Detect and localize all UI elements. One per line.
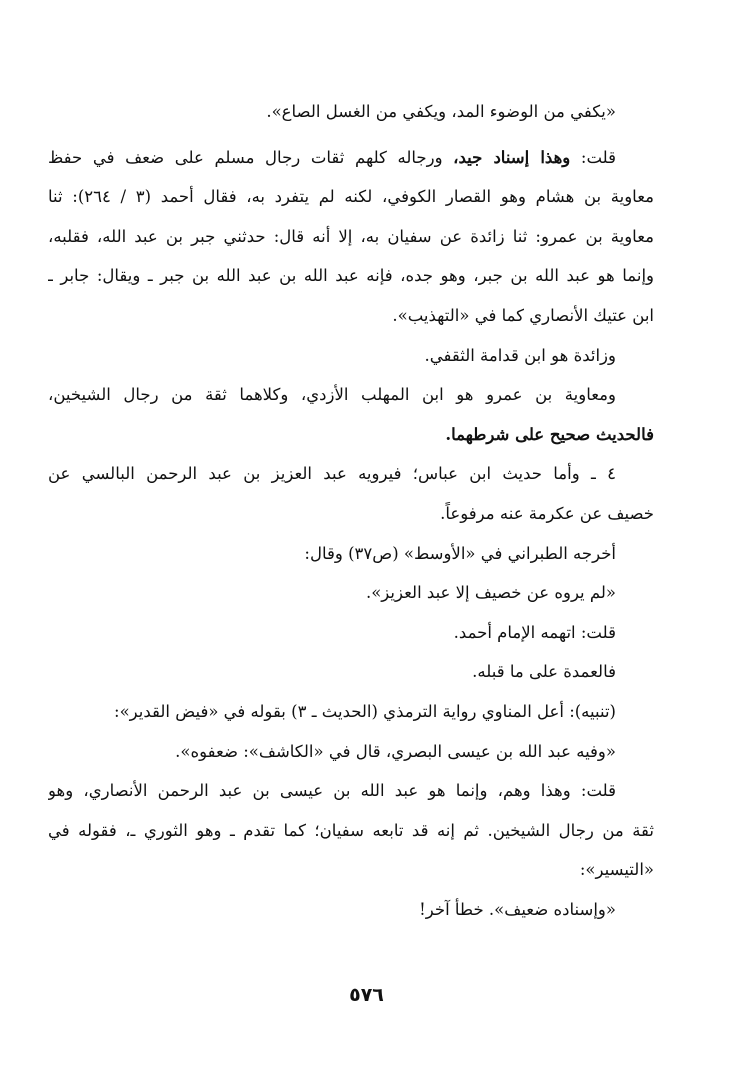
bold-phrase: فالحديث صحيح على شرطهما.	[445, 424, 654, 444]
text-line: ابن عتيك الأنصاري كما في «التهذيب».	[392, 305, 654, 325]
text-line	[48, 415, 654, 455]
text-line: معاوية بن هشام وهو القصار الكوفي، لكنه لم يتفرد به، فقال أحمد (٣ / ٢٦٤): ثنا	[48, 187, 654, 207]
text-line: «وإسناده ضعيف». خطأ آخر!	[419, 899, 616, 919]
text-line: «لم يروه عن خصيف إلا عبد العزيز».	[365, 583, 616, 603]
text-line: ثقة من رجال الشيخين. ثم إنه قد تابعه سفيان؛ كما تقدم ـ وهو الثوري ـ، فقوله في	[48, 820, 654, 840]
text-line: وإنما هو عبد الله بن جبر، وهو جده، فإنه عبد الله بن عبد الله بن جبر ـ ويقال: جابر ـ	[48, 266, 654, 286]
text-line: أخرجه الطبراني في «الأوسط» (ص٣٧) وقال:	[304, 543, 616, 563]
text-line: ٤ ـ وأما حديث ابن عباس؛ فيرويه عبد العزيز بن عبد الرحمن البالسي عن	[48, 464, 616, 484]
page-number: ٥٧٦	[349, 984, 384, 1006]
text-line: فالعمدة على ما قبله.	[472, 662, 616, 682]
text-body	[48, 92, 654, 929]
text-line: معاوية بن عمرو: ثنا زائدة عن سفيان به، إلا أنه قال: حدثني جبر بن عبد الله، فقلبه،	[48, 226, 654, 246]
text-line: وزائدة هو ابن قدامة الثقفي.	[424, 345, 616, 365]
text-line: قلت: اتهمه الإمام أحمد.	[453, 622, 616, 642]
text-line: قلت: وهذا إسناد جيد، ورجاله كلهم ثقات رجال مسلم على ضعف في حفظ	[48, 147, 616, 167]
text-line: (تنبيه): أعل المناوي رواية الترمذي (الحديث ـ ٣) بقوله في «فيض القدير»:	[114, 701, 616, 721]
text-line: «يكفي من الوضوء المد، ويكفي من الغسل الصاع».	[266, 102, 616, 121]
bold-phrase: وهذا إسناد جيد،	[453, 147, 571, 167]
text-line: خصيف عن عكرمة عنه مرفوعاً.	[440, 503, 654, 523]
text-line: «التيسير»:	[579, 860, 654, 880]
text-line: قلت: وهذا وهم، وإنما هو عبد الله بن عيسى بن عبد الرحمن الأنصاري، وهو	[48, 781, 616, 801]
text-line: «وفيه عبد الله بن عيسى البصري، قال في «الكاشف»: ضعفوه».	[175, 741, 616, 761]
text-line: ومعاوية بن عمرو هو ابن المهلب الأزدي، وكلاهما ثقة من رجال الشيخين،	[48, 385, 616, 405]
